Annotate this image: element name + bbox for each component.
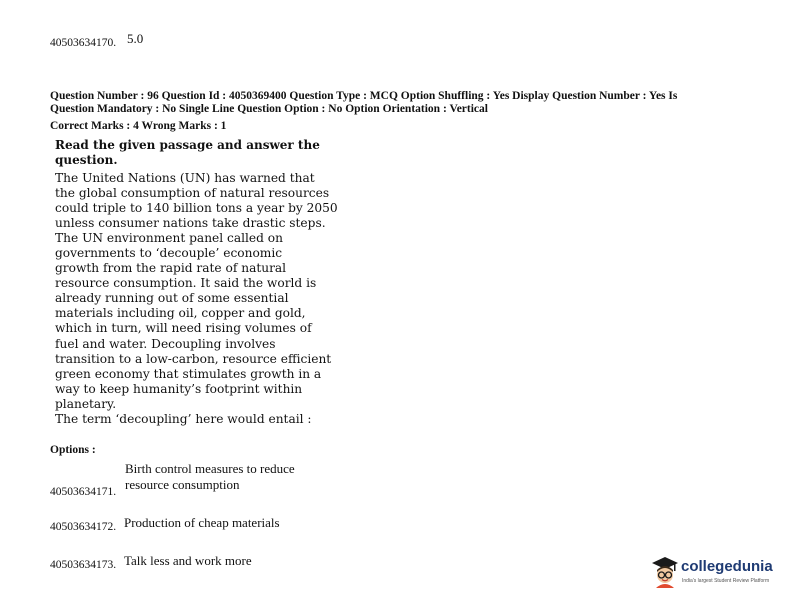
passage-line: growth from the rapid rate of natural xyxy=(55,261,287,276)
passage-line: which in turn, will need rising volumes of xyxy=(55,321,312,336)
logo-tagline: India's largest Student Review Platform xyxy=(682,578,770,584)
passage-line: way to keep humanity’s footprint within xyxy=(55,381,303,396)
option-1-text-line2: resource consumption xyxy=(125,477,240,492)
passage-line: materials including oil, copper and gold, xyxy=(55,306,306,321)
passage-line: green economy that stimulates growth in a xyxy=(55,366,322,381)
passage-line: The UN environment panel called on xyxy=(55,231,283,246)
passage-line: transition to a low-carbon, resource efficient xyxy=(55,351,332,366)
passage-line: the global consumption of natural resources xyxy=(55,186,330,201)
passage-line: planetary. xyxy=(55,396,117,411)
passage-line: governments to ‘decouple’ economic xyxy=(55,246,283,261)
logo-wordmark xyxy=(681,558,773,575)
passage-line: unless consumer nations take drastic steps. xyxy=(55,216,326,231)
question-instruction-2: question. xyxy=(55,153,118,167)
option-1-text-line1: Birth control measures to reduce xyxy=(125,461,295,476)
collegedunia-logo xyxy=(651,554,781,594)
option-2-id: 40503634172. xyxy=(50,521,117,533)
passage-line: could triple to 140 billion tons a year by 2050 xyxy=(55,201,338,216)
prev-option-value: 5.0 xyxy=(127,31,144,46)
prev-option-id: 40503634170. xyxy=(50,37,117,49)
question-marks: Correct Marks : 4 Wrong Marks : 1 xyxy=(50,120,227,132)
passage-line: resource consumption. It said the world is xyxy=(55,276,317,291)
passage-line: fuel and water. Decoupling involves xyxy=(55,336,276,351)
logo-wordmark-main: collegedunia xyxy=(681,558,773,575)
question-meta-line2: Question Mandatory : No Single Line Question Option : No Option Orientation : Vertical xyxy=(50,103,488,115)
question-passage xyxy=(55,171,338,427)
option-3-text: Talk less and work more xyxy=(124,553,252,568)
options-label: Options : xyxy=(50,444,96,456)
option-1-id: 40503634171. xyxy=(50,486,117,498)
question-meta-line1: Question Number : 96 Question Id : 4050369400 Question Type : MCQ Option Shuffling : Yes Display Question Number : Yes Is xyxy=(50,90,678,102)
option-2-text: Production of cheap materials xyxy=(124,515,280,530)
question-prompt: The term ‘decoupling’ here would entail : xyxy=(55,411,312,426)
student-mascot-icon xyxy=(651,556,679,588)
passage-line: The United Nations (UN) has warned that xyxy=(55,171,315,185)
question-instruction-1: Read the given passage and answer the xyxy=(55,138,320,152)
option-3-id: 40503634173. xyxy=(50,559,117,571)
passage-line: already running out of some essential xyxy=(55,291,289,306)
